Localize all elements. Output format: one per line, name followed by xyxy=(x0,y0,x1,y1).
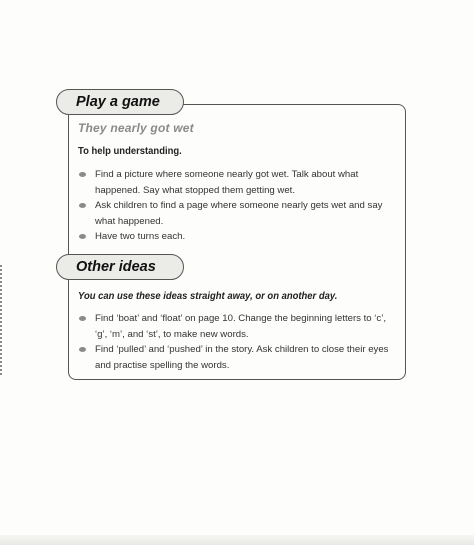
list-item: Find a picture where someone nearly got wet. Talk about what happened. Say what stopped them getting wet. xyxy=(78,167,396,198)
bullet-icon xyxy=(79,172,86,177)
play-a-game-heading: Play a game xyxy=(56,89,184,115)
game-subtitle: They nearly got wet xyxy=(78,121,194,135)
bullet-icon xyxy=(79,316,86,321)
bullet-icon xyxy=(79,347,86,352)
list-item: Find ‘boat’ and ‘float’ on page 10. Change the beginning letters to ‘c’, ‘g’, ‘m’, and ‘st’, to make new words. xyxy=(78,311,396,342)
play-lead-text: To help understanding. xyxy=(78,145,182,157)
list-item: Find ‘pulled’ and ‘pushed’ in the story. Ask children to close their eyes and practise spelling the words. xyxy=(78,342,396,373)
bullet-icon xyxy=(79,234,86,239)
list-item: Have two turns each. xyxy=(78,229,396,245)
other-ideas-heading: Other ideas xyxy=(56,254,184,280)
list-item: Ask children to find a page where someone nearly gets wet and say what happened. xyxy=(78,198,396,229)
page-binding-edge xyxy=(0,265,5,375)
page-bottom-edge xyxy=(0,535,474,545)
other-bullet-list xyxy=(78,311,396,373)
bullet-icon xyxy=(79,203,86,208)
other-lead-text: You can use these ideas straight away, or on another day. xyxy=(78,290,338,302)
play-bullet-list xyxy=(78,167,396,245)
